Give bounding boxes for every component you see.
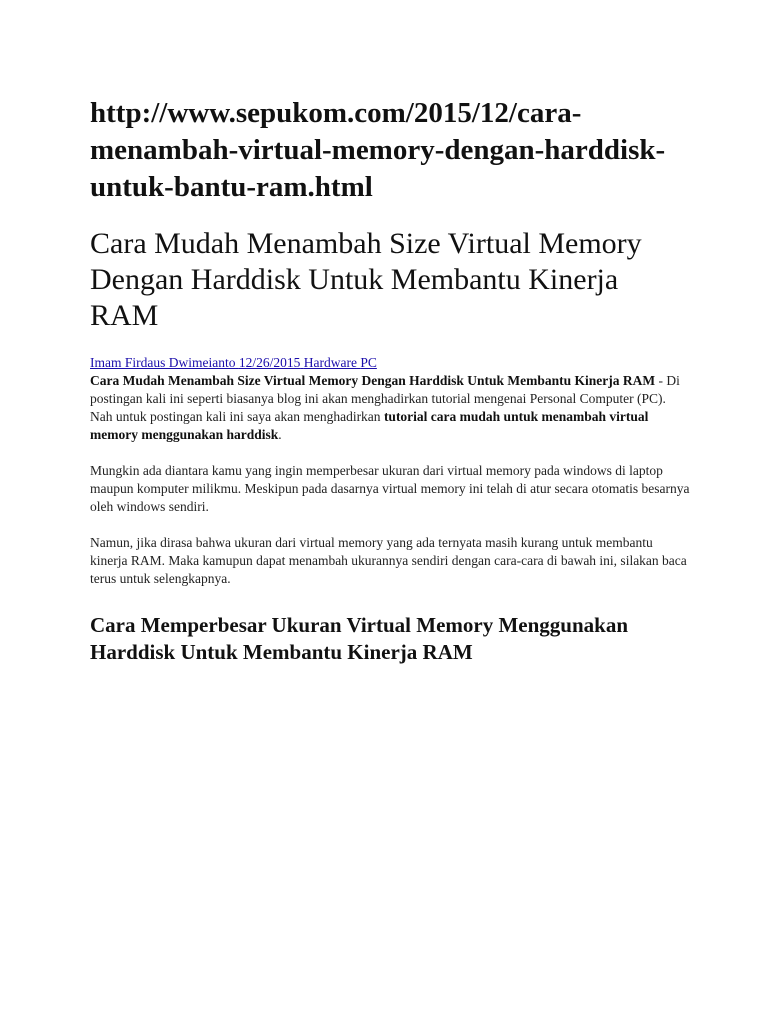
url-heading: http://www.sepukom.com/2015/12/cara-menambah-virtual-memory-dengan-harddisk-untuk-bantu-ram.html	[90, 97, 666, 203]
document-page	[90, 95, 690, 666]
label-hardware-link[interactable]	[300, 355, 357, 370]
intro-text: - Di postingan kali ini seperti biasanya blog ini akan menghadirkan tutorial mengenai Personal Computer (PC). Nah untuk postingan kali ini saya akan menghadirkan	[90, 373, 680, 424]
date-link[interactable]	[235, 355, 300, 370]
label-hardware: Hardware	[303, 355, 357, 370]
label-pc-link[interactable]	[357, 355, 377, 370]
section-subheading: Cara Memperbesar Ukuran Virtual Memory Menggunakan Harddisk Untuk Membantu Kinerja RAM	[90, 613, 628, 664]
author-link[interactable]: Imam Firdaus Dwimeianto	[90, 355, 236, 370]
post-date: 12/26/2015	[238, 355, 301, 370]
post-meta	[90, 354, 690, 372]
post-title: Cara Mudah Menambah Size Virtual Memory Dengan Harddisk Untuk Membantu Kinerja RAM	[90, 227, 642, 332]
paragraph-3: Namun, jika dirasa bahwa ukuran dari virtual memory yang ada ternyata masih kurang untuk membantu kinerja RAM. Maka kamupun dapat menambah ukurannya sendiri dengan cara-cara di bawah ini, silakan baca terus untuk selengkapnya.	[90, 535, 687, 586]
intro-end: .	[278, 427, 282, 442]
intro-bold-lead: Cara Mudah Menambah Size Virtual Memory Dengan Harddisk Untuk Membantu Kinerja RAM	[90, 373, 656, 388]
intro-bold-tail: tutorial cara mudah untuk menambah virtual memory menggunakan harddisk	[90, 409, 649, 442]
label-pc: PC	[360, 355, 377, 370]
paragraph-2: Mungkin ada diantara kamu yang ingin memperbesar ukuran dari virtual memory pada windows di laptop maupun komputer milikmu. Meskipun pada dasarnya virtual memory ini telah di atur secara otomatis besarnya oleh windows sendiri.	[90, 463, 690, 514]
intro-paragraph	[90, 372, 690, 444]
